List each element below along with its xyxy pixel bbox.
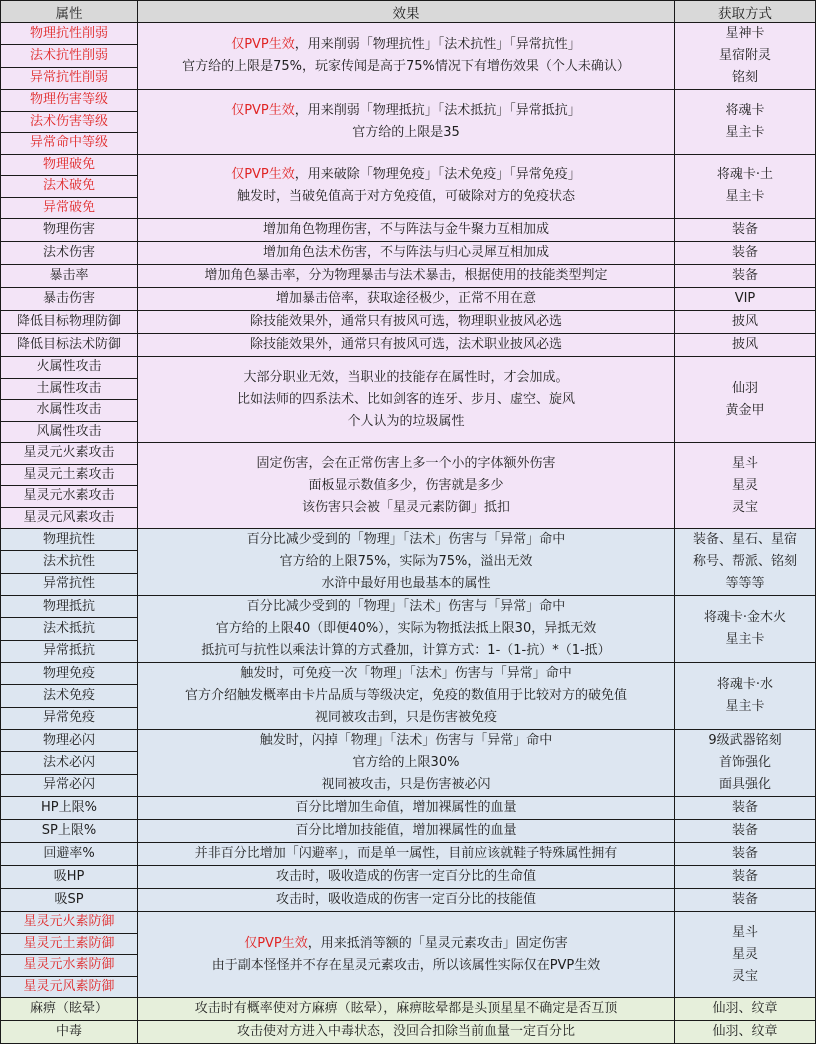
source-item: 装备 [731, 268, 758, 283]
source-item: 黄金甲 [725, 402, 765, 418]
table-row [1, 843, 816, 866]
effect-text: 触发时，闪掉「物理」「法术」伤害与「异常」命中 [259, 733, 553, 748]
table-row [1, 529, 816, 551]
effect-line [138, 122, 674, 144]
source-item: 星主卡 [725, 632, 765, 647]
table-row [1, 357, 816, 379]
effect-line [138, 933, 674, 955]
effect-text: 视同被攻击到，只是伤害被免疫 [314, 710, 497, 725]
source-item: 9级武器铭刻 [708, 733, 782, 748]
attribute-cell: 物理伤害 [1, 219, 138, 242]
effect-cell [138, 154, 675, 219]
source-item: 星灵 [731, 477, 758, 493]
effect-cell [138, 265, 675, 288]
table-row [1, 889, 816, 912]
effect-text: 视同被攻击，只是伤害被必闪 [321, 777, 491, 792]
effect-line [138, 219, 674, 241]
source-cell [675, 219, 816, 242]
effect-text: 该伤害只会被「星灵元素防御」抵扣 [301, 499, 510, 515]
table-row [1, 288, 816, 311]
effect-cell [138, 596, 675, 663]
attribute-cell: 星灵元土素防御 [1, 933, 138, 955]
table-row [1, 242, 816, 265]
source-item: 称号、帮派、铭刻 [692, 554, 797, 569]
effect-text: 增加角色物理伤害，不与阵法与金牛聚力互相加成 [262, 222, 549, 237]
effect-text: 抵抗可与抗性以乘法计算的方式叠加，计算方式：1-（1-抗）*（1-抵） [201, 643, 611, 658]
source-cell [675, 912, 816, 998]
source-item: 装备 [731, 222, 758, 237]
source-item: 装备、星石、星宿 [692, 532, 797, 547]
source-cell [675, 23, 816, 90]
effect-line [138, 596, 674, 618]
effect-text: 官方介绍触发概率由卡片品质与等级决定，免疫的数值用于比较对方的破免值 [184, 688, 627, 703]
source-item: 仙羽 [731, 380, 758, 396]
effect-line [138, 551, 674, 573]
table-row [1, 1021, 816, 1044]
effect-cell [138, 998, 675, 1021]
pvp-only-label: 仅PVP生效 [231, 167, 295, 183]
effect-text: 增加角色法术伤害，不与阵法与归心灵犀互相加成 [262, 245, 549, 260]
table-row [1, 311, 816, 334]
effect-cell [138, 663, 675, 730]
source-cell [675, 443, 816, 529]
attribute-cell: 暴击伤害 [1, 288, 138, 311]
attribute-cell: 降低目标法术防御 [1, 334, 138, 357]
attribute-cell: 异常必闪 [1, 774, 138, 796]
effect-text: 官方给的上限75%，实际为75%，溢出无效 [279, 554, 533, 569]
source-cell [675, 663, 816, 730]
effect-text: 百分比增加技能值，增加裸属性的血量 [295, 823, 517, 838]
source-item: 等等等 [725, 576, 765, 591]
effect-text: 增加暴击倍率，获取途径极少，正常不用在意 [275, 291, 536, 306]
header-source: 获取方式 [675, 1, 816, 23]
source-cell [675, 311, 816, 334]
effect-text: ，用来削弱「物理抗性」「法术抗性」「异常抗性」 [294, 37, 581, 52]
table-row [1, 866, 816, 889]
attribute-cell: 星灵元风素防御 [1, 976, 138, 998]
effect-line [138, 640, 674, 662]
effect-line [138, 797, 674, 819]
attribute-cell: 异常免疫 [1, 707, 138, 729]
source-cell [675, 1021, 816, 1044]
effect-line [138, 573, 674, 595]
table-body [1, 23, 816, 1044]
effect-cell [138, 843, 675, 866]
effect-line [138, 367, 674, 389]
attribute-cell: 水属性攻击 [1, 400, 138, 422]
effect-line [138, 998, 674, 1020]
effect-text: 攻击时，吸收造成的伤害一定百分比的技能值 [275, 892, 536, 907]
effect-line [138, 453, 674, 475]
table-row [1, 998, 816, 1021]
attribute-cell: 星灵元水素攻击 [1, 486, 138, 508]
effect-line [138, 265, 674, 287]
effect-line [138, 389, 674, 411]
source-cell [675, 998, 816, 1021]
table-row [1, 90, 816, 112]
effect-line [138, 311, 674, 333]
attribute-cell: 风属性攻击 [1, 421, 138, 443]
effect-text: 官方给的上限30% [352, 755, 460, 770]
attribute-cell: 星灵元火素防御 [1, 912, 138, 934]
effect-line [138, 186, 674, 208]
effect-text: 比如法师的四系法术、比如剑客的连牙、步月、虚空、旋风 [236, 391, 575, 407]
source-cell [675, 529, 816, 596]
source-item: 披风 [731, 314, 758, 329]
effect-cell [138, 797, 675, 820]
effect-line [138, 411, 674, 433]
source-cell [675, 797, 816, 820]
source-item: 将魂卡 [725, 102, 765, 118]
effect-text: 百分比减少受到的「物理」「法术」伤害与「异常」命中 [246, 532, 566, 547]
attribute-cell: 星灵元风素攻击 [1, 507, 138, 529]
effect-cell [138, 912, 675, 998]
attribute-cell: 法术伤害等级 [1, 111, 138, 133]
source-item: 星斗 [731, 455, 758, 471]
effect-text: ，用来削弱「物理抵抗」「法术抵抗」「异常抵抗」 [294, 102, 581, 118]
source-item: 将魂卡·土 [716, 167, 774, 183]
source-item: 仙羽、纹章 [712, 1001, 778, 1016]
effect-text: 官方给的上限是75%，玩家传闻是高于75%情况下有增伤效果（个人未确认） [182, 59, 630, 74]
effect-line [138, 1021, 674, 1043]
table-row [1, 154, 816, 176]
attribute-cell: 法术免疫 [1, 685, 138, 707]
attribute-cell: 物理伤害等级 [1, 90, 138, 112]
source-item: 灵宝 [731, 968, 758, 984]
effect-line [138, 164, 674, 186]
effect-line [138, 955, 674, 977]
source-item: 面具强化 [718, 777, 771, 792]
effect-cell [138, 242, 675, 265]
attribute-cell: 火属性攻击 [1, 357, 138, 379]
source-cell [675, 265, 816, 288]
attribute-cell: 星灵元火素攻击 [1, 443, 138, 465]
attribute-cell: 异常抗性削弱 [1, 67, 138, 89]
attribute-cell: 中毒 [1, 1021, 138, 1044]
table-row [1, 596, 816, 618]
effect-line [138, 730, 674, 752]
attribute-cell: 物理抗性削弱 [1, 23, 138, 45]
source-item: 装备 [731, 245, 758, 260]
effect-line [138, 820, 674, 842]
source-item: 灵宝 [731, 499, 758, 515]
source-cell [675, 334, 816, 357]
attribute-cell: 法术伤害 [1, 242, 138, 265]
header-effect: 效果 [138, 1, 675, 23]
effect-cell [138, 889, 675, 912]
pvp-only-label: 仅PVP生效 [244, 935, 308, 951]
source-item: 披风 [731, 337, 758, 352]
effect-text: 个人认为的垃圾属性 [347, 413, 465, 429]
source-item: VIP [734, 291, 756, 306]
effect-cell [138, 334, 675, 357]
attribute-cell: 法术抗性削弱 [1, 45, 138, 67]
source-item: 将魂卡·水 [716, 677, 774, 692]
table-header-row [1, 1, 816, 23]
source-cell [675, 889, 816, 912]
effect-text: 固定伤害，会在正常伤害上多一个小的字体额外伤害 [256, 455, 556, 471]
effect-cell [138, 443, 675, 529]
attribute-cell: 降低目标物理防御 [1, 311, 138, 334]
attribute-cell: 回避率% [1, 843, 138, 866]
attribute-cell: 异常破免 [1, 197, 138, 219]
effect-text: ，用来破除「物理免疫」「法术免疫」「异常免疫」 [294, 167, 581, 183]
source-item: 仙羽、纹章 [712, 1024, 778, 1039]
source-cell [675, 843, 816, 866]
pvp-only-label: 仅PVP生效 [231, 102, 295, 118]
source-cell [675, 90, 816, 155]
effect-line [138, 475, 674, 497]
table-row [1, 23, 816, 45]
effect-text: ，用来抵消等额的「星灵元素攻击」固定伤害 [307, 935, 568, 951]
effect-text: 并非百分比增加「闪避率」，而是单一属性，目前应该就鞋子特殊属性拥有 [194, 846, 618, 861]
effect-line [138, 288, 674, 310]
effect-line [138, 100, 674, 122]
source-item: 星神卡 [725, 26, 765, 41]
attribute-cell: 异常抵抗 [1, 640, 138, 662]
effect-line [138, 242, 674, 264]
source-item: 装备 [731, 869, 758, 884]
effect-cell [138, 288, 675, 311]
source-item: 星灵 [731, 946, 758, 962]
effect-text: 除技能效果外，通常只有披风可选，法术职业披风必选 [249, 337, 562, 352]
effect-line [138, 774, 674, 796]
effect-cell [138, 311, 675, 334]
header-attribute: 属性 [1, 1, 138, 23]
effect-line [138, 663, 674, 685]
effect-text: 由于副本怪怪并不存在星灵元素攻击，所以该属性实际仅在PVP生效 [211, 957, 601, 973]
effect-cell [138, 219, 675, 242]
effect-cell [138, 23, 675, 90]
effect-line [138, 707, 674, 729]
effect-cell [138, 90, 675, 155]
effect-line [138, 497, 674, 519]
source-cell [675, 357, 816, 443]
effect-cell [138, 820, 675, 843]
attribute-cell: 异常抗性 [1, 573, 138, 595]
effect-line [138, 334, 674, 356]
effect-text: 除技能效果外，通常只有披风可选，物理职业披风必选 [249, 314, 562, 329]
attribute-cell: SP上限% [1, 820, 138, 843]
effect-line [138, 34, 674, 56]
effect-line [138, 618, 674, 640]
table-row [1, 265, 816, 288]
table-row [1, 443, 816, 465]
source-cell [675, 154, 816, 219]
source-cell [675, 242, 816, 265]
attribute-cell: 物理抵抗 [1, 596, 138, 618]
source-item: 将魂卡·金木火 [703, 610, 787, 625]
effect-text: 大部分职业无效，当职业的技能存在属性时，才会加成。 [243, 369, 569, 385]
table-row [1, 663, 816, 685]
effect-text: 攻击时有概率使对方麻痹（眩晕），麻痹眩晕都是头顶星星不确定是否互顶 [194, 1001, 618, 1016]
attribute-cell: 异常命中等级 [1, 133, 138, 155]
table-row [1, 820, 816, 843]
attribute-cell: 物理抗性 [1, 529, 138, 551]
attribute-cell: 麻痹（眩晕） [1, 998, 138, 1021]
attribute-cell: 星灵元水素防御 [1, 955, 138, 977]
source-item: 星主卡 [725, 124, 765, 140]
effect-line [138, 529, 674, 551]
effect-text: 攻击时，吸收造成的伤害一定百分比的生命值 [275, 869, 536, 884]
attribute-cell: 吸SP [1, 889, 138, 912]
table-row [1, 797, 816, 820]
effect-text: 增加角色暴击率，分为物理暴击与法术暴击，根据使用的技能类型判定 [204, 268, 608, 283]
effect-line [138, 889, 674, 911]
effect-text: 触发时，可免疫一次「物理」「法术」伤害与「异常」命中 [240, 666, 572, 681]
pvp-only-label: 仅PVP生效 [231, 37, 295, 52]
attribute-cell: HP上限% [1, 797, 138, 820]
effect-cell [138, 730, 675, 797]
source-item: 装备 [731, 823, 758, 838]
effect-text: 水浒中最好用也最基本的属性 [321, 576, 491, 591]
source-item: 装备 [731, 800, 758, 815]
source-item: 星主卡 [725, 189, 765, 205]
effect-cell [138, 529, 675, 596]
attribute-cell: 法术破免 [1, 176, 138, 198]
source-cell [675, 288, 816, 311]
table-row [1, 334, 816, 357]
attribute-cell: 土属性攻击 [1, 378, 138, 400]
effect-text: 攻击使对方进入中毒状态，没回合扣除当前血量一定百分比 [236, 1024, 575, 1039]
effect-text: 触发时，当破免值高于对方免疫值，可破除对方的免疫状态 [236, 189, 575, 205]
source-item: 装备 [731, 846, 758, 861]
effect-text: 官方给的上限是35 [352, 124, 460, 140]
table-row [1, 730, 816, 752]
source-item: 星宿附灵 [718, 48, 771, 63]
effect-line [138, 866, 674, 888]
effect-line [138, 56, 674, 78]
attribute-cell: 星灵元土素攻击 [1, 464, 138, 486]
source-item: 星主卡 [725, 699, 765, 714]
attribute-cell: 吸HP [1, 866, 138, 889]
effect-text: 面板显示数值多少，伤害就是多少 [308, 477, 504, 493]
table-row [1, 219, 816, 242]
source-cell [675, 866, 816, 889]
table-row [1, 912, 816, 934]
attribute-cell: 物理必闪 [1, 730, 138, 752]
effect-line [138, 843, 674, 865]
effect-text: 百分比减少受到的「物理」「法术」伤害与「异常」命中 [246, 599, 566, 614]
effect-cell [138, 1021, 675, 1044]
attribute-cell: 法术抗性 [1, 551, 138, 573]
source-item: 铭刻 [731, 70, 758, 85]
effect-text: 官方给的上限40（即便40%），实际为物抵法抵上限30，异抵无效 [215, 621, 597, 636]
attribute-cell: 物理破免 [1, 154, 138, 176]
effect-line [138, 752, 674, 774]
attribute-cell: 法术抵抗 [1, 618, 138, 640]
attribute-cell: 法术必闪 [1, 752, 138, 774]
effect-cell [138, 357, 675, 443]
effect-line [138, 685, 674, 707]
source-cell [675, 596, 816, 663]
attribute-cell: 物理免疫 [1, 663, 138, 685]
source-cell [675, 730, 816, 797]
source-item: 首饰强化 [718, 755, 771, 770]
attribute-cell: 暴击率 [1, 265, 138, 288]
effect-cell [138, 866, 675, 889]
source-cell [675, 820, 816, 843]
effect-text: 百分比增加生命值，增加裸属性的血量 [295, 800, 517, 815]
source-item: 装备 [731, 892, 758, 907]
source-item: 星斗 [731, 924, 758, 940]
